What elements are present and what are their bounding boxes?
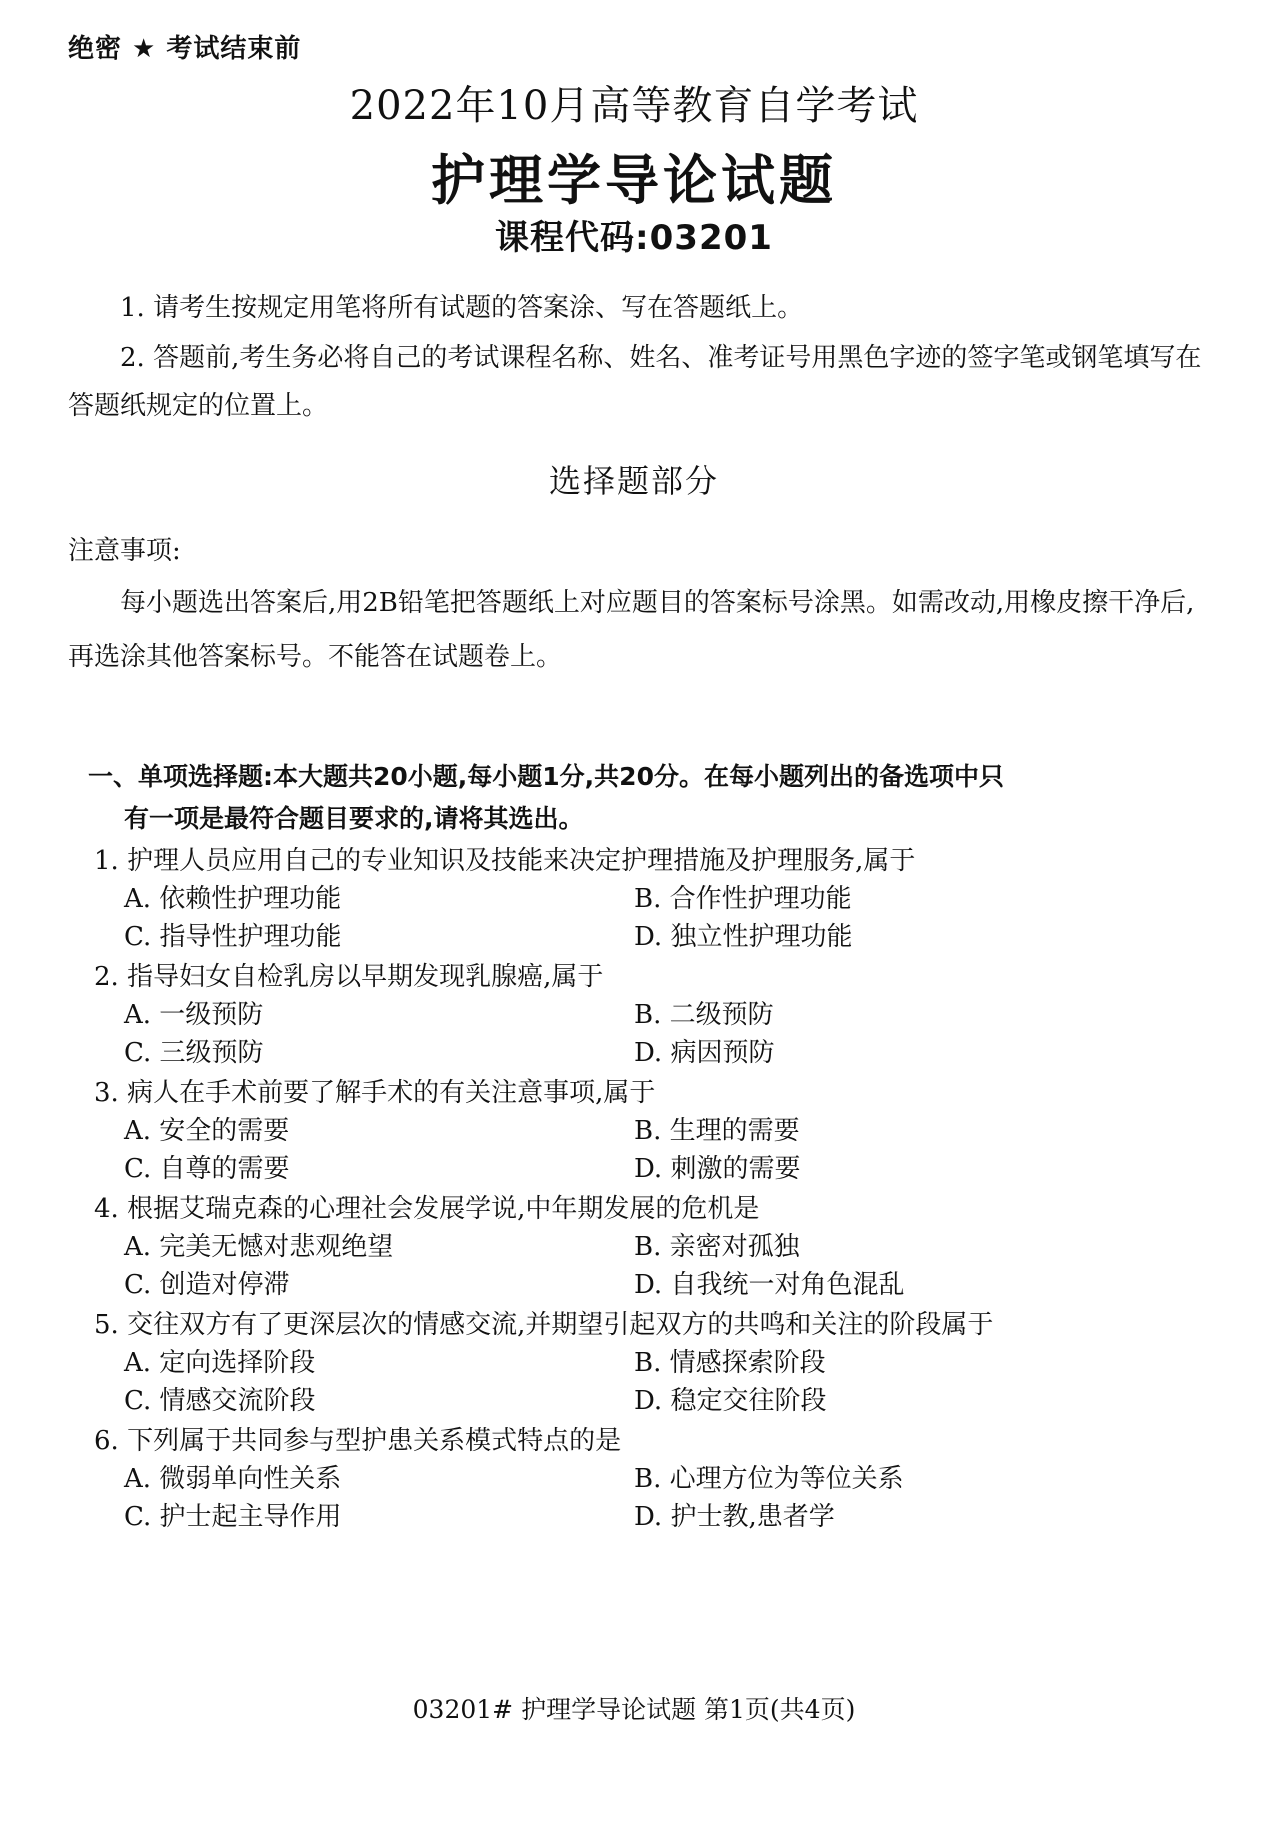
question-stem: 4. 根据艾瑞克森的心理社会发展学说,中年期发展的危机是 bbox=[94, 1194, 760, 1224]
option-c: C. 情感交流阶段 bbox=[124, 1386, 316, 1416]
option-d: D. 独立性护理功能 bbox=[634, 922, 853, 952]
option-a: A. 微弱单向性关系 bbox=[124, 1464, 342, 1494]
question-stem: 5. 交往双方有了更深层次的情感交流,并期望引起双方的共鸣和关注的阶段属于 bbox=[94, 1310, 994, 1340]
option-b: B. 亲密对孤独 bbox=[634, 1232, 800, 1262]
section-title: 选择题部分 bbox=[548, 462, 719, 500]
option-a: A. 安全的需要 bbox=[124, 1116, 290, 1146]
notice-text: 每小题选出答案后,用2B铅笔把答题纸上对应题目的答案标号涂黑。如需改动,用橡皮擦干净后,再选涂其他答案标号。不能答在试题卷上。 bbox=[68, 588, 1195, 672]
paper-title: 护理学导论试题 bbox=[431, 149, 837, 212]
option-c: C. 创造对停滞 bbox=[124, 1270, 290, 1300]
question-stem: 1. 护理人员应用自己的专业知识及技能来决定护理措施及护理服务,属于 bbox=[94, 846, 916, 876]
part-one-heading-line1: 一、单项选择题:本大题共20小题,每小题1分,共20分。在每小题列出的备选项中只 bbox=[88, 762, 1004, 791]
option-b: B. 二级预防 bbox=[634, 1000, 774, 1030]
notice-label: 注意事项: bbox=[68, 536, 181, 566]
option-b: B. 情感探索阶段 bbox=[634, 1348, 826, 1378]
question-stem: 6. 下列属于共同参与型护患关系模式特点的是 bbox=[94, 1426, 622, 1456]
option-c: C. 指导性护理功能 bbox=[124, 922, 342, 952]
option-c: C. 护士起主导作用 bbox=[124, 1502, 342, 1532]
instruction-2: 2. 答题前,考生务必将自己的考试课程名称、姓名、准考证号用黑色字迹的签字笔或钢笔填写在答题纸规定的位置上。 bbox=[68, 343, 1202, 421]
exam-title: 2022年10月高等教育自学考试 bbox=[349, 83, 919, 129]
option-d: D. 稳定交往阶段 bbox=[634, 1386, 827, 1416]
option-a: A. 完美无憾对悲观绝望 bbox=[124, 1232, 394, 1262]
part-one-heading-line2: 有一项是最符合题目要求的,请将其选出。 bbox=[124, 804, 584, 833]
option-d: D. 病因预防 bbox=[634, 1038, 775, 1068]
confidential-mark: 绝密 ★ 考试结束前 bbox=[68, 34, 302, 64]
option-b: B. 合作性护理功能 bbox=[634, 884, 852, 914]
option-a: A. 定向选择阶段 bbox=[124, 1348, 316, 1378]
option-c: C. 自尊的需要 bbox=[124, 1154, 290, 1184]
question-stem: 3. 病人在手术前要了解手术的有关注意事项,属于 bbox=[94, 1078, 656, 1108]
option-a: A. 依赖性护理功能 bbox=[124, 884, 342, 914]
instruction-1: 1. 请考生按规定用笔将所有试题的答案涂、写在答题纸上。 bbox=[120, 293, 804, 323]
option-b: B. 生理的需要 bbox=[634, 1116, 800, 1146]
option-c: C. 三级预防 bbox=[124, 1038, 264, 1068]
page-footer: 03201# 护理学导论试题 第1页(共4页) bbox=[412, 1695, 856, 1724]
option-d: D. 刺激的需要 bbox=[634, 1154, 801, 1184]
course-code: 课程代码:03201 bbox=[495, 218, 773, 258]
part-one-heading bbox=[88, 756, 1198, 840]
option-b: B. 心理方位为等位关系 bbox=[634, 1464, 904, 1494]
option-d: D. 护士教,患者学 bbox=[634, 1502, 835, 1532]
question-stem: 2. 指导妇女自检乳房以早期发现乳腺癌,属于 bbox=[94, 962, 604, 992]
option-d: D. 自我统一对角色混乱 bbox=[634, 1270, 905, 1300]
option-a: A. 一级预防 bbox=[124, 1000, 264, 1030]
